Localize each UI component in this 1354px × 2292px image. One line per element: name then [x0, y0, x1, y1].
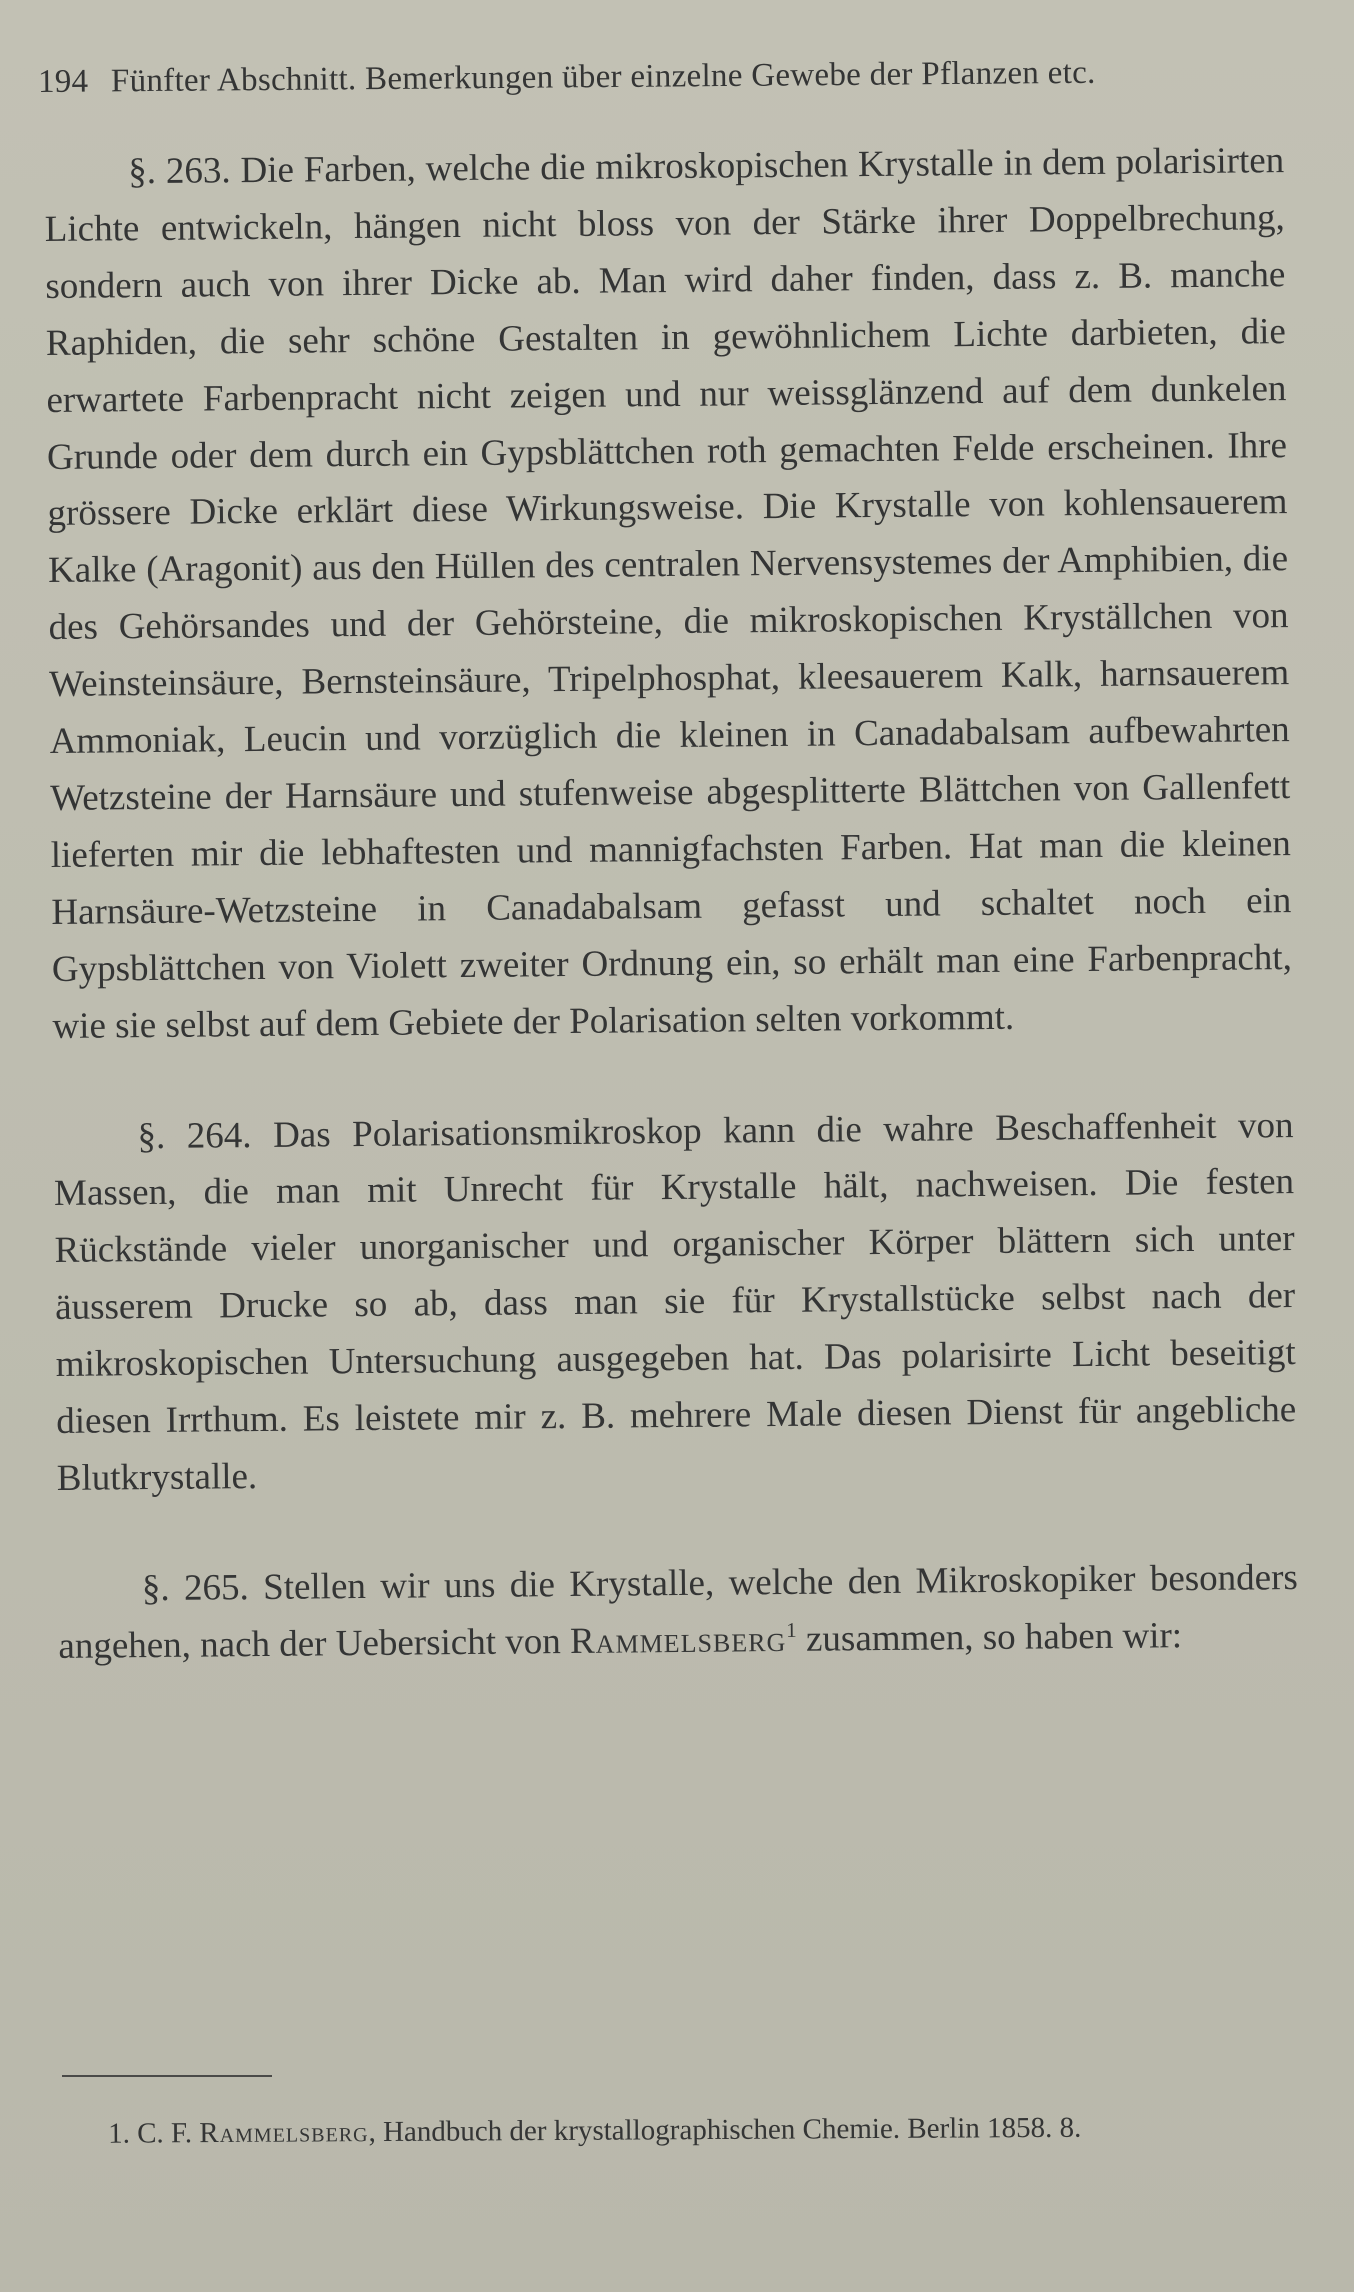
body-text [44, 133, 1299, 1675]
footnote-divider [62, 2075, 272, 2077]
paragraph-265 [58, 1550, 1299, 1676]
running-title: Fünfter Abschnitt. Bemerkungen über einzelne Gewebe der Pflanzen etc. [110, 54, 1096, 100]
footnote-number: 1. [108, 2117, 130, 2150]
running-header [38, 51, 1284, 102]
footnote-marker: 1 [786, 1617, 797, 1642]
paragraph-264: §. 264. Das Polarisationsmikroskop kann die wahre Beschaffenheit von Massen, die man mit Unrecht für Krystalle hält, nachweisen. Die festen Rückstände vieler unorganischer und organischer Körper blättern sich unter äusserem Drucke so ab, dass man sie für Krystallstücke selbst nach der mikroskopischen Untersuchung ausgegeben hat. Das polarisirte Licht beseitigt diesen Irrthum. Es leistete mir z. B. mehrere Male diesen Dienst für angebliche Blutkrystalle. [53, 1104, 1297, 1499]
page-number: 194 [37, 63, 89, 100]
paragraph-265-text: §. 265. Stellen wir uns die Krystalle, welche den Mikroskopiker besonders angehen, nach der Uebersicht von [58, 1556, 1299, 1667]
paragraph-265-end: zusammen, so haben wir: [796, 1614, 1183, 1660]
paragraph-263: §. 263. Die Farben, welche die mikroskopischen Krystalle in dem polarisirten Lichte entwickeln, hängen nicht bloss von der Stärke ihrer Doppelbrechung, sondern auch von ihrer Dicke ab. Man wird daher finden, dass z. B. manche Raphiden, die sehr schöne Gestalten in gewöhnlichem Lichte darbieten, die erwartete Farbenpracht nicht zeigen und nur weissglänzend auf dem dunkelen Grunde oder dem durch ein Gypsblättchen roth gemachten Felde erscheinen. Ihre grössere Dicke erklärt diese Wirkungsweise. Die Krystalle von kohlensauerem Kalke (Aragonit) aus den Hüllen des centralen Nervensystemes der Amphibien, die des Gehörsandes und der Gehörsteine, die mikroskopischen Kryställchen von Weinsteinsäure, Bernsteinsäure, Tripelphosphat, kleesauerem Kalk, harnsauerem Ammoniak, Leucin und vorzüglich die kleinen in Canadabalsam aufbewahrten Wetzsteine der Harnsäure und stufenweise abgesplitterte Blättchen von Gallenfett lieferten mir die lebhaftesten und mannigfachsten Farben. Hat man die kleinen Harnsäure-Wetzsteine in Canadabalsam gefasst und schaltet noch ein Gypsblättchen von Violett zweiter Ordnung ein, so erhält man eine Farbenpracht, wie sie selbst auf dem Gebiete der Polarisation selten vorkommt. [44, 140, 1293, 1047]
author-name: Rammelsberg [569, 1618, 787, 1662]
footnote-author: Rammelsberg [199, 2116, 369, 2150]
footnote-initials: C. F. [137, 2117, 193, 2150]
footnote [58, 2102, 1298, 2158]
footnote-citation: , Handbuch der krystallographischen Chemie. Berlin 1858. 8. [368, 2111, 1082, 2149]
